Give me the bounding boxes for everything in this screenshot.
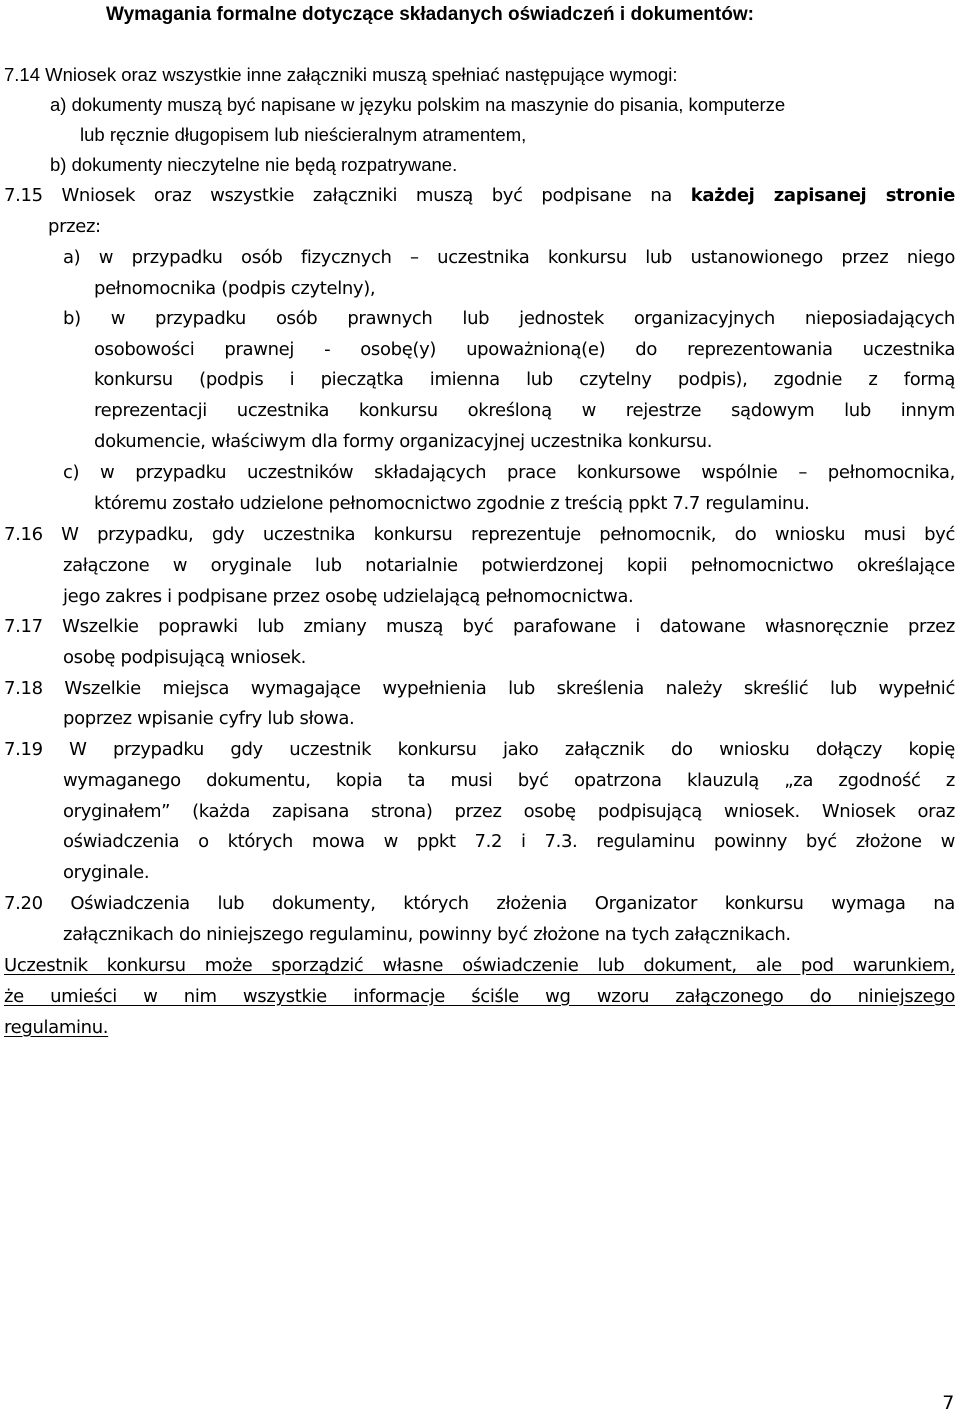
- clause-7-14-item-a-line-1: a) dokumenty muszą być napisane w języku polskim na maszynie do pisania, komputerze: [50, 94, 786, 115]
- note-line-3: regulaminu.: [4, 1017, 109, 1038]
- clause-7-15-line-1: [4, 183, 955, 209]
- clause-7-16-line-2: załączone w oryginale lub notarialnie potwierdzonej kopii pełnomocnictwo określające: [63, 555, 955, 576]
- section-title: Wymagania formalne dotyczące składanych oświadczeń i dokumentów:: [106, 4, 754, 25]
- clause-7-17-line-2: osobę podpisującą wniosek.: [63, 647, 307, 668]
- clause-7-19-line-1: 7.19 W przypadku gdy uczestnik konkursu jako załącznik do wniosku dołączy kopię: [4, 739, 955, 760]
- clause-7-15-item-a-line-1: a) w przypadku osób fizycznych – uczestnika konkursu lub ustanowionego przez niego: [63, 247, 955, 268]
- clause-7-19-line-2: wymaganego dokumentu, kopia ta musi być opatrzona klauzulą „za zgodność z: [63, 770, 955, 791]
- clause-7-19-line-5: oryginale.: [63, 862, 150, 883]
- clause-7-15-item-b-line-3: konkursu (podpis i pieczątka imienna lub czytelny podpis), zgodnie z formą: [94, 369, 955, 390]
- clause-7-15-text: 7.15 Wniosek oraz wszystkie załączniki muszą być podpisane na: [4, 185, 672, 206]
- clause-7-14-line-1: 7.14 Wniosek oraz wszystkie inne załączniki muszą spełniać następujące wymogi:: [4, 64, 678, 85]
- clause-7-16-line-3: jego zakres i podpisane przez osobę udzielającą pełnomocnictwa.: [63, 586, 634, 607]
- clause-7-14-item-b: b) dokumenty nieczytelne nie będą rozpatrywane.: [50, 154, 458, 175]
- clause-7-17-line-1: 7.17 Wszelkie poprawki lub zmiany muszą być parafowane i datowane własnoręcznie przez: [4, 616, 955, 637]
- page-number: 7: [942, 1392, 954, 1414]
- clause-7-15-item-b-line-5: dokumencie, właściwym dla formy organizacyjnej uczestnika konkursu.: [94, 431, 713, 452]
- clause-7-15-bold-text: każdej zapisanej stronie: [690, 185, 955, 206]
- clause-7-15-item-b-line-1: b) w przypadku osób prawnych lub jednostek organizacyjnych nieposiadających: [63, 308, 955, 329]
- clause-7-18-line-1: 7.18 Wszelkie miejsca wymagające wypełnienia lub skreślenia należy skreślić lub wypełnić: [4, 678, 955, 699]
- note-line-2: że umieści w nim wszystkie informacje ściśle wg wzoru załączonego do niniejszego: [4, 986, 955, 1007]
- clause-7-18-line-2: poprzez wpisanie cyfry lub słowa.: [63, 708, 355, 729]
- clause-7-19-line-4: oświadczenia o których mowa w ppkt 7.2 i 7.3. regulaminu powinny być złożone w: [63, 831, 955, 852]
- clause-7-14-item-a-line-2: lub ręcznie długopisem lub nieścieralnym atramentem,: [80, 124, 527, 145]
- clause-7-20-line-2: załącznikach do niniejszego regulaminu, powinny być złożone na tych załącznikach.: [63, 924, 791, 945]
- clause-7-15-item-c-line-1: c) w przypadku uczestników składających prace konkursowe wspólnie – pełnomocnika,: [63, 462, 955, 483]
- clause-7-15-item-c-line-2: któremu zostało udzielone pełnomocnictwo zgodnie z treścią ppkt 7.7 regulaminu.: [94, 493, 810, 514]
- clause-7-15-line-2: przez:: [48, 216, 101, 237]
- clause-7-15-item-a-line-2: pełnomocnika (podpis czytelny),: [94, 278, 376, 299]
- clause-7-19-line-3: oryginałem” (każda zapisana strona) przez osobę podpisującą wniosek. Wniosek oraz: [63, 801, 955, 822]
- clause-7-15-item-b-line-2: osobowości prawnej - osobę(y) upoważnioną(e) do reprezentowania uczestnika: [94, 339, 955, 360]
- clause-7-15-item-b-line-4: reprezentacji uczestnika konkursu określoną w rejestrze sądowym lub innym: [94, 400, 955, 421]
- clause-7-16-line-1: 7.16 W przypadku, gdy uczestnika konkursu reprezentuje pełnomocnik, do wniosku musi być: [4, 524, 955, 545]
- note-line-1: Uczestnik konkursu może sporządzić własne oświadczenie lub dokument, ale pod warunkiem,: [4, 955, 955, 976]
- clause-7-20-line-1: 7.20 Oświadczenia lub dokumenty, których złożenia Organizator konkursu wymaga na: [4, 893, 955, 914]
